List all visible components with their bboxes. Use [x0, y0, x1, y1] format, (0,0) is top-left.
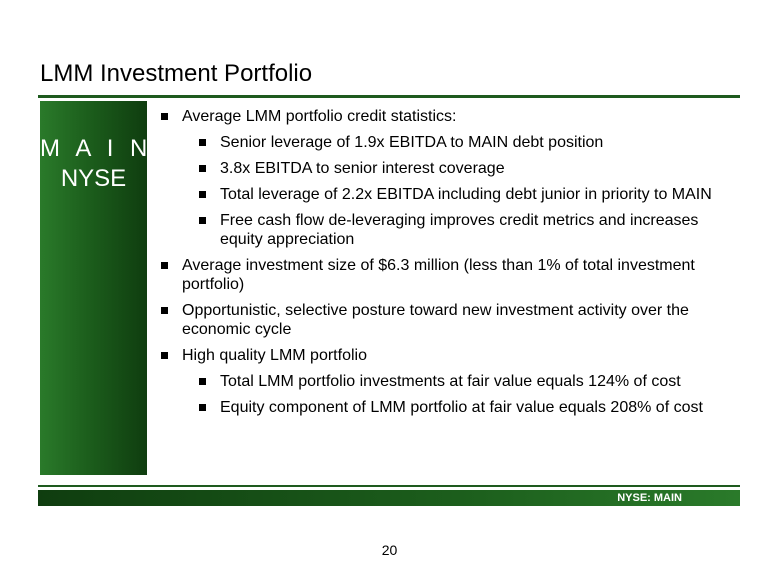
bullet-list — [160, 107, 740, 424]
bullet-text: Total leverage of 2.2x EBITDA including debt junior in priority to MAIN — [220, 186, 712, 203]
sub-bullet-item — [198, 185, 740, 204]
square-bullet-icon — [161, 262, 168, 269]
bullet-text: Free cash flow de-leveraging improves credit metrics and increases equity appreciation — [220, 212, 699, 248]
square-bullet-icon — [161, 352, 168, 359]
square-bullet-icon — [199, 217, 206, 224]
bullet-text: Average LMM portfolio credit statistics: — [182, 108, 457, 125]
bullet-text: Average investment size of $6.3 million (less than 1% of total investment portfolio) — [182, 257, 695, 293]
square-bullet-icon — [199, 139, 206, 146]
bullet-text: Equity component of LMM portfolio at fair value equals 208% of cost — [220, 399, 703, 416]
sub-bullet-item — [198, 398, 740, 417]
bullet-text: 3.8x EBITDA to senior interest coverage — [220, 160, 505, 177]
sub-bullet-item — [198, 159, 740, 178]
sub-bullet-item — [198, 211, 740, 249]
square-bullet-icon — [161, 113, 168, 120]
page-number: 20 — [381, 542, 398, 558]
square-bullet-icon — [199, 378, 206, 385]
brand-side-panel — [40, 101, 153, 475]
bullet-text: High quality LMM portfolio — [182, 347, 367, 364]
footer-ticker: NYSE: MAIN — [617, 492, 682, 504]
page-title: LMM Investment Portfolio — [40, 60, 313, 87]
bullet-text: Senior leverage of 1.9x EBITDA to MAIN debt position — [220, 134, 604, 151]
sub-bullet-item — [198, 372, 740, 391]
footer-bar — [38, 490, 740, 506]
bullet-item — [160, 346, 740, 365]
bullet-item — [160, 256, 740, 294]
bullet-item — [160, 301, 740, 339]
square-bullet-icon — [161, 307, 168, 314]
bullet-text: Total LMM portfolio investments at fair value equals 124% of cost — [220, 373, 681, 390]
title-divider — [38, 95, 740, 98]
square-bullet-icon — [199, 165, 206, 172]
bullet-item — [160, 107, 740, 126]
square-bullet-icon — [199, 404, 206, 411]
footer-divider — [38, 485, 740, 487]
brand-name-text: M A I N — [40, 135, 153, 162]
square-bullet-icon — [199, 191, 206, 198]
sub-bullet-item — [198, 133, 740, 152]
exchange-text: NYSE — [60, 165, 127, 192]
bullet-text: Opportunistic, selective posture toward new investment activity over the economic cycle — [182, 302, 689, 338]
